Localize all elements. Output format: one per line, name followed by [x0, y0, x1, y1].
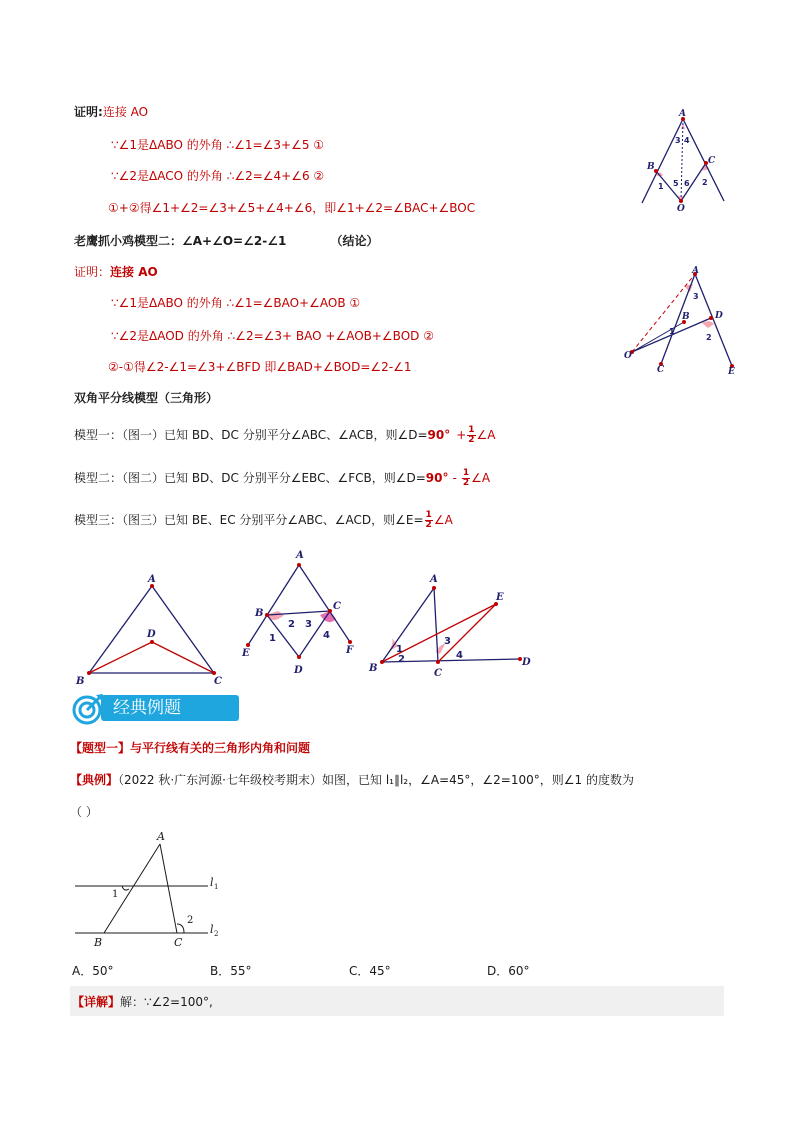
label-c: C [657, 365, 665, 375]
label-3: 3 [693, 292, 699, 301]
proof2-line2: ∵∠2是ΔAOD 的外角 ∴∠2=∠3+ BAO +∠AOB+∠BOD ② [111, 329, 434, 343]
label-1: 1 [269, 633, 276, 644]
label-2: 2 [706, 333, 712, 342]
label-2: 2 [288, 619, 295, 630]
model-1-end: ∠A [476, 428, 496, 442]
label-d: D [715, 311, 723, 321]
label-4: 4 [684, 136, 690, 145]
label-1: 1 [658, 182, 664, 191]
proof2-connect: 连接 AO [110, 265, 158, 279]
banner-label: 经典例题 [101, 695, 239, 721]
proof2-line1: ∵∠1是ΔABO 的外角 ∴∠1=∠BAO+∠AOB ① [111, 296, 361, 310]
label-a: A [430, 574, 438, 585]
example-text: （2022 秋·广东河源·七年级校考期末）如图，已知 l₁∥l₂，∠A=45°，∠2=100°，则∠1 的度数为 [118, 773, 634, 787]
option-a: A．50° [72, 964, 114, 978]
detail-text: 解：∵∠2=100°, [120, 995, 213, 1009]
fraction-half-1: $\frac{1}{2}$ [468, 425, 475, 445]
label-3: 3 [305, 619, 312, 630]
model-3-end: ∠A [433, 513, 453, 527]
model-2-op: - [452, 471, 457, 485]
figure-model-1 [74, 570, 234, 690]
label-b: B [255, 608, 264, 619]
detail-tag: 【详解】 [72, 995, 121, 1009]
model-2-line [74, 469, 490, 488]
label-o: O [677, 204, 685, 214]
label-b: B [682, 312, 690, 322]
label-4: 4 [456, 650, 463, 661]
model-1-op: + [456, 428, 467, 442]
label-5: 5 [673, 179, 679, 188]
option-b: B．55° [210, 964, 252, 978]
label-6: 6 [684, 179, 690, 188]
label-3: 3 [444, 636, 451, 647]
label-a: A [679, 109, 686, 119]
option-d: D．60° [487, 964, 530, 978]
label-2: 2 [398, 654, 405, 665]
target-arrow-icon [71, 693, 105, 725]
answer-blank: （ ） [70, 805, 98, 819]
label-a: A [692, 266, 699, 276]
model-1-text: 模型一：（图一）已知 BD、DC 分别平分∠ABC、∠ACB，则∠D= [74, 428, 428, 442]
model-3-line [74, 511, 453, 530]
example-line [70, 771, 634, 788]
label-1: 1 [669, 327, 675, 336]
label-l1: l [210, 876, 214, 889]
label-e: E [496, 592, 504, 603]
label-e: E [728, 367, 735, 376]
model-2-end: ∠A [471, 471, 491, 485]
proof1-label: 证明: [74, 105, 103, 119]
label-b: B [647, 162, 655, 172]
label-2: 2 [187, 915, 194, 926]
label-4: 4 [323, 630, 330, 641]
model-2-90: 90° [425, 471, 449, 485]
label-c: C [214, 676, 222, 687]
angle-mark-2 [702, 321, 714, 328]
label-1: 1 [112, 889, 119, 900]
label-b: B [94, 936, 103, 949]
label-d: D [147, 629, 156, 640]
figure-eagle-model-1 [635, 105, 735, 215]
label-a: A [148, 574, 156, 585]
label-c: C [333, 601, 341, 612]
label-c: C [434, 668, 442, 679]
label-2: 2 [702, 178, 708, 187]
label-a: A [296, 550, 304, 561]
figure-model-3 [366, 570, 536, 680]
section3-title: 双角平分线模型（三角形） [74, 391, 219, 405]
model-2-text: 模型二：（图二）已知 BD、DC 分别平分∠EBC、∠FCB，则∠D= [74, 471, 426, 485]
model2-title: 老鹰抓小鸡模型二：∠A+∠O=∠2-∠1 [74, 234, 287, 248]
model-1-90: 90° [427, 428, 451, 442]
label-1: 1 [396, 644, 403, 655]
figure-eagle-model-2 [622, 264, 744, 376]
option-c: C．45° [349, 964, 391, 978]
proof1-connect: 连接 AO [102, 105, 149, 119]
example-tag: 【典例】 [70, 773, 119, 787]
detail-line [72, 993, 213, 1010]
model2-title-line [74, 232, 379, 249]
label-d: D [522, 657, 531, 668]
proof1-header [74, 103, 148, 120]
label-c: C [708, 156, 716, 166]
model-1-line [74, 426, 496, 445]
label-a: A [157, 830, 165, 843]
proof1-line2: ∵∠2是ΔACO 的外角 ∴∠2=∠4+∠6 ② [111, 169, 325, 183]
question-type-tag: 【题型一】与平行线有关的三角形内角和问题 [70, 741, 311, 755]
figure-parallel-lines [70, 826, 230, 950]
label-l2-sub: 2 [214, 930, 219, 938]
label-b: B [76, 676, 85, 687]
label-3: 3 [675, 136, 681, 145]
proof2-header [74, 263, 158, 280]
label-c: C [174, 936, 183, 949]
label-f: F [346, 645, 354, 656]
proof1-line1: ∵∠1是ΔABO 的外角 ∴∠1=∠3+∠5 ① [111, 138, 325, 152]
label-e: E [242, 648, 250, 659]
fraction-half-3: $\frac{1}{2}$ [425, 510, 432, 530]
label-l2: l [210, 923, 214, 936]
model2-title-note: （结论） [330, 234, 379, 248]
proof2-line3: ②-①得∠2-∠1=∠3+∠BFD 即∠BAD+∠BOD=∠2-∠1 [108, 360, 412, 374]
label-d: D [294, 665, 303, 676]
fraction-half-2: $\frac{1}{2}$ [462, 468, 470, 488]
proof1-line3: ①+②得∠1+∠2=∠3+∠5+∠4+∠6，即∠1+∠2=∠BAC+∠BOC [108, 201, 476, 215]
label-l1-sub: 1 [214, 883, 219, 891]
figure-model-2 [238, 545, 363, 680]
proof2-label: 证明： [74, 265, 111, 279]
model-3-text: 模型三：（图三）已知 BE、EC 分别平分∠ABC、∠ACD，则∠E= [74, 513, 424, 527]
label-b: B [369, 663, 378, 674]
label-o: O [624, 351, 632, 361]
